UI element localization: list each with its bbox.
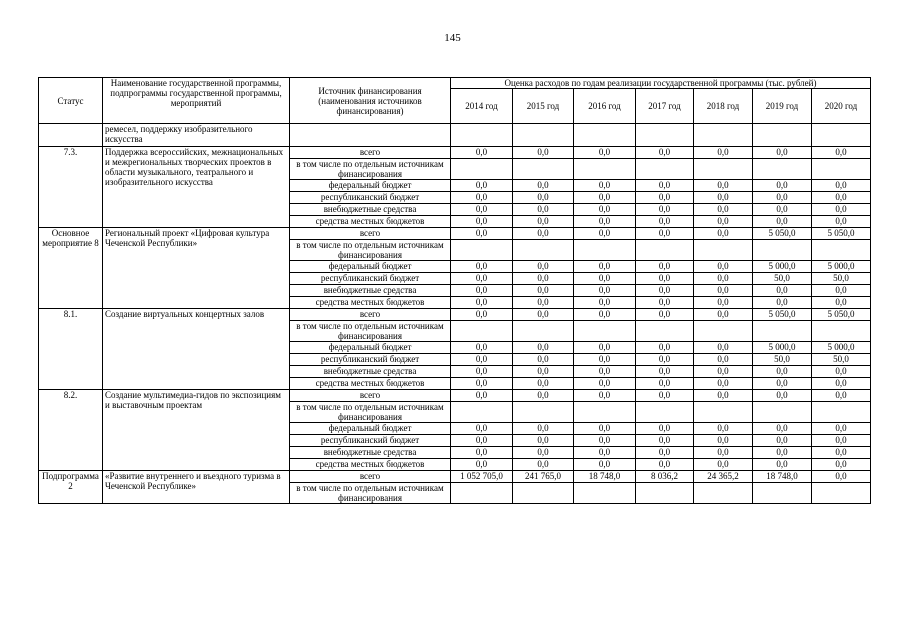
- value-cell: 0,0: [574, 309, 636, 321]
- source-label: в том числе по отдельным источникам финансирования: [290, 402, 451, 423]
- value-cell: 0,0: [753, 459, 812, 471]
- value-cell: 0,0: [636, 366, 694, 378]
- source-label: республиканский бюджет: [290, 273, 451, 285]
- value-cell: 0,0: [694, 192, 753, 204]
- value-cell: [812, 159, 871, 180]
- value-cell: 0,0: [513, 192, 574, 204]
- value-cell: 0,0: [753, 390, 812, 402]
- table-body: [39, 124, 871, 504]
- table-row: [39, 309, 871, 321]
- value-cell: [636, 159, 694, 180]
- section-name: Создание мультимедиа-гидов по экспозициям и выставочным проектам: [103, 390, 290, 471]
- value-cell: 0,0: [636, 447, 694, 459]
- value-cell: [513, 483, 574, 504]
- value-cell: 0,0: [812, 192, 871, 204]
- value-cell: 0,0: [812, 147, 871, 159]
- value-cell: 0,0: [694, 285, 753, 297]
- source-label: республиканский бюджет: [290, 354, 451, 366]
- value-cell: 0,0: [451, 285, 513, 297]
- source-label: в том числе по отдельным источникам финансирования: [290, 240, 451, 261]
- value-cell: [753, 321, 812, 342]
- source-label: средства местных бюджетов: [290, 297, 451, 309]
- value-cell: [694, 483, 753, 504]
- value-cell: 0,0: [636, 390, 694, 402]
- value-cell: 0,0: [694, 378, 753, 390]
- value-cell: 0,0: [636, 285, 694, 297]
- table-row: [39, 228, 871, 240]
- value-cell: 0,0: [574, 447, 636, 459]
- value-cell: 0,0: [574, 342, 636, 354]
- value-cell: 0,0: [451, 309, 513, 321]
- value-cell: 0,0: [812, 378, 871, 390]
- header-estimate: Оценка расходов по годам реализации государственной программы (тыс. рублей): [451, 78, 871, 89]
- value-cell: 5 000,0: [812, 342, 871, 354]
- source-label: внебюджетные средства: [290, 366, 451, 378]
- value-cell: 0,0: [513, 147, 574, 159]
- value-cell: 0,0: [574, 366, 636, 378]
- value-cell: [812, 321, 871, 342]
- value-cell: [694, 321, 753, 342]
- value-cell: 0,0: [574, 297, 636, 309]
- source-label: средства местных бюджетов: [290, 378, 451, 390]
- source-label: внебюджетные средства: [290, 204, 451, 216]
- value-cell: 0,0: [451, 192, 513, 204]
- value-cell: 0,0: [574, 273, 636, 285]
- section-name: Поддержка всероссийских, межнациональных и межрегиональных творческих проектов в области музыкального, театрального и изобразительного искусства: [103, 147, 290, 228]
- value-cell: [636, 483, 694, 504]
- value-cell: 0,0: [636, 378, 694, 390]
- value-cell: 0,0: [513, 261, 574, 273]
- value-cell: 0,0: [451, 435, 513, 447]
- value-cell: 0,0: [753, 180, 812, 192]
- value-cell: 0,0: [451, 297, 513, 309]
- value-cell: 0,0: [574, 423, 636, 435]
- value-cell: 0,0: [694, 216, 753, 228]
- value-cell: 1 052 705,0: [451, 471, 513, 483]
- value-cell: 0,0: [812, 180, 871, 192]
- value-cell: 0,0: [574, 390, 636, 402]
- value-cell: 0,0: [812, 471, 871, 483]
- value-cell: [812, 483, 871, 504]
- value-cell: 0,0: [694, 459, 753, 471]
- value-cell: 0,0: [513, 390, 574, 402]
- source-label: средства местных бюджетов: [290, 216, 451, 228]
- source-label: федеральный бюджет: [290, 423, 451, 435]
- value-cell: 5 000,0: [753, 342, 812, 354]
- header-year: 2017 год: [636, 89, 694, 124]
- value-cell: 0,0: [694, 147, 753, 159]
- value-cell: 0,0: [451, 273, 513, 285]
- value-cell: 0,0: [513, 204, 574, 216]
- continuation-status: [39, 124, 103, 147]
- value-cell: [753, 240, 812, 261]
- value-cell: 0,0: [451, 204, 513, 216]
- header-year: 2015 год: [513, 89, 574, 124]
- value-cell: 0,0: [513, 216, 574, 228]
- subprogram-name: «Развитие внутреннего и въездного туризма в Чеченской Республике»: [103, 471, 290, 504]
- source-label: республиканский бюджет: [290, 435, 451, 447]
- value-cell: 0,0: [574, 192, 636, 204]
- value-cell: 0,0: [753, 216, 812, 228]
- continuation-row: [39, 124, 871, 147]
- header-year: 2014 год: [451, 89, 513, 124]
- value-cell: 0,0: [513, 447, 574, 459]
- value-cell: 8 036,2: [636, 471, 694, 483]
- value-cell: [636, 240, 694, 261]
- value-cell: 0,0: [451, 342, 513, 354]
- value-cell: 0,0: [636, 423, 694, 435]
- value-cell: 0,0: [812, 435, 871, 447]
- value-cell: 5 050,0: [753, 228, 812, 240]
- value-cell: [753, 483, 812, 504]
- value-cell: 0,0: [753, 147, 812, 159]
- value-cell: 0,0: [451, 261, 513, 273]
- value-cell: 0,0: [513, 228, 574, 240]
- value-cell: 0,0: [574, 261, 636, 273]
- value-cell: 0,0: [694, 261, 753, 273]
- value-cell: [812, 402, 871, 423]
- value-cell: [513, 240, 574, 261]
- value-cell: 0,0: [636, 273, 694, 285]
- value-cell: 0,0: [574, 180, 636, 192]
- value-cell: 0,0: [451, 390, 513, 402]
- header-year: 2020 год: [812, 89, 871, 124]
- value-cell: 0,0: [636, 216, 694, 228]
- value-cell: 5 000,0: [753, 261, 812, 273]
- value-cell: 24 365,2: [694, 471, 753, 483]
- value-cell: [753, 159, 812, 180]
- source-label: внебюджетные средства: [290, 447, 451, 459]
- source-label: в том числе по отдельным источникам финансирования: [290, 159, 451, 180]
- value-cell: 0,0: [753, 423, 812, 435]
- value-cell: 0,0: [694, 447, 753, 459]
- value-cell: 0,0: [574, 228, 636, 240]
- value-cell: 0,0: [753, 192, 812, 204]
- header-year: 2018 год: [694, 89, 753, 124]
- header-name: Наименование государственной программы, подпрограммы государственной программы, мероприятий: [103, 78, 290, 124]
- value-cell: [574, 240, 636, 261]
- value-cell: 0,0: [513, 354, 574, 366]
- value-cell: 0,0: [694, 228, 753, 240]
- header-year: 2016 год: [574, 89, 636, 124]
- source-label: федеральный бюджет: [290, 261, 451, 273]
- value-cell: 5 050,0: [753, 309, 812, 321]
- source-label: всего: [290, 390, 451, 402]
- value-cell: 0,0: [513, 366, 574, 378]
- value-cell: 0,0: [574, 459, 636, 471]
- value-cell: 0,0: [812, 447, 871, 459]
- value-cell: 0,0: [513, 180, 574, 192]
- value-cell: 0,0: [694, 273, 753, 285]
- value-cell: 18 748,0: [753, 471, 812, 483]
- value-cell: 0,0: [694, 354, 753, 366]
- value-cell: 0,0: [636, 180, 694, 192]
- value-cell: 0,0: [812, 390, 871, 402]
- value-cell: 18 748,0: [574, 471, 636, 483]
- value-cell: [451, 240, 513, 261]
- value-cell: 0,0: [451, 447, 513, 459]
- value-cell: [451, 483, 513, 504]
- value-cell: 0,0: [753, 378, 812, 390]
- value-cell: 0,0: [812, 216, 871, 228]
- value-cell: 50,0: [812, 273, 871, 285]
- source-label: средства местных бюджетов: [290, 459, 451, 471]
- header-source: Источник финансирования (наименования источников финансирования): [290, 78, 451, 124]
- table-row: [39, 147, 871, 159]
- value-cell: 5 000,0: [812, 261, 871, 273]
- continuation-name: ремесел, поддержку изобразительного искусства: [103, 124, 290, 147]
- value-cell: 0,0: [574, 354, 636, 366]
- value-cell: 0,0: [753, 204, 812, 216]
- value-cell: [636, 321, 694, 342]
- value-cell: [513, 321, 574, 342]
- value-cell: 0,0: [694, 297, 753, 309]
- value-cell: 0,0: [636, 204, 694, 216]
- value-cell: [451, 321, 513, 342]
- value-cell: 0,0: [694, 366, 753, 378]
- value-cell: 0,0: [451, 366, 513, 378]
- value-cell: [574, 321, 636, 342]
- value-cell: 0,0: [451, 354, 513, 366]
- value-cell: 0,0: [753, 435, 812, 447]
- source-label: в том числе по отдельным источникам финансирования: [290, 483, 451, 504]
- value-cell: 0,0: [694, 204, 753, 216]
- value-cell: 0,0: [636, 261, 694, 273]
- value-cell: 0,0: [812, 366, 871, 378]
- source-label: республиканский бюджет: [290, 192, 451, 204]
- value-cell: 0,0: [451, 378, 513, 390]
- budget-table: [38, 77, 871, 504]
- value-cell: 0,0: [451, 216, 513, 228]
- value-cell: 0,0: [812, 297, 871, 309]
- section-status: 7.3.: [39, 147, 103, 228]
- value-cell: 0,0: [513, 459, 574, 471]
- value-cell: 50,0: [753, 273, 812, 285]
- value-cell: 50,0: [812, 354, 871, 366]
- section-status: Основное мероприятие 8: [39, 228, 103, 309]
- value-cell: [753, 402, 812, 423]
- value-cell: 0,0: [451, 147, 513, 159]
- value-cell: 0,0: [451, 180, 513, 192]
- section-name: Региональный проект «Цифровая культура Чеченской Республики»: [103, 228, 290, 309]
- value-cell: 0,0: [694, 309, 753, 321]
- value-cell: [694, 240, 753, 261]
- source-label: внебюджетные средства: [290, 285, 451, 297]
- value-cell: 0,0: [694, 423, 753, 435]
- value-cell: 0,0: [451, 423, 513, 435]
- value-cell: [694, 159, 753, 180]
- source-label: в том числе по отдельным источникам финансирования: [290, 321, 451, 342]
- value-cell: [451, 402, 513, 423]
- page-number: 145: [444, 32, 461, 44]
- value-cell: 0,0: [694, 180, 753, 192]
- value-cell: 0,0: [513, 378, 574, 390]
- value-cell: 0,0: [636, 459, 694, 471]
- value-cell: 241 765,0: [513, 471, 574, 483]
- value-cell: 0,0: [574, 378, 636, 390]
- value-cell: 50,0: [753, 354, 812, 366]
- value-cell: 0,0: [636, 435, 694, 447]
- value-cell: 0,0: [812, 459, 871, 471]
- value-cell: 0,0: [513, 285, 574, 297]
- header-status: Статус: [39, 78, 103, 124]
- value-cell: 0,0: [574, 216, 636, 228]
- value-cell: 0,0: [574, 204, 636, 216]
- value-cell: 0,0: [812, 285, 871, 297]
- value-cell: 0,0: [753, 297, 812, 309]
- value-cell: 0,0: [574, 435, 636, 447]
- value-cell: [574, 159, 636, 180]
- section-status: 8.1.: [39, 309, 103, 390]
- value-cell: 0,0: [451, 228, 513, 240]
- value-cell: 0,0: [636, 297, 694, 309]
- value-cell: 0,0: [513, 423, 574, 435]
- value-cell: 0,0: [636, 342, 694, 354]
- source-label: всего: [290, 147, 451, 159]
- value-cell: 5 050,0: [812, 309, 871, 321]
- section-name: Создание виртуальных концертных залов: [103, 309, 290, 390]
- subprogram-row: [39, 471, 871, 483]
- table-row: [39, 390, 871, 402]
- value-cell: 0,0: [694, 342, 753, 354]
- header-year: 2019 год: [753, 89, 812, 124]
- value-cell: 0,0: [636, 147, 694, 159]
- source-label: федеральный бюджет: [290, 342, 451, 354]
- value-cell: 0,0: [574, 147, 636, 159]
- source-label: всего: [290, 309, 451, 321]
- value-cell: 0,0: [753, 366, 812, 378]
- value-cell: 0,0: [636, 354, 694, 366]
- value-cell: 0,0: [694, 435, 753, 447]
- value-cell: 0,0: [451, 459, 513, 471]
- value-cell: 0,0: [513, 309, 574, 321]
- value-cell: 0,0: [513, 342, 574, 354]
- value-cell: 0,0: [753, 447, 812, 459]
- subprogram-status: Подпрограмма 2: [39, 471, 103, 504]
- value-cell: 5 050,0: [812, 228, 871, 240]
- value-cell: 0,0: [694, 390, 753, 402]
- value-cell: 0,0: [753, 285, 812, 297]
- value-cell: [694, 402, 753, 423]
- value-cell: 0,0: [513, 273, 574, 285]
- value-cell: 0,0: [636, 228, 694, 240]
- source-label: всего: [290, 228, 451, 240]
- value-cell: [574, 402, 636, 423]
- value-cell: 0,0: [812, 204, 871, 216]
- value-cell: 0,0: [636, 309, 694, 321]
- value-cell: 0,0: [574, 285, 636, 297]
- value-cell: 0,0: [513, 297, 574, 309]
- section-status: 8.2.: [39, 390, 103, 471]
- value-cell: [451, 159, 513, 180]
- value-cell: [636, 402, 694, 423]
- value-cell: [812, 240, 871, 261]
- value-cell: 0,0: [812, 423, 871, 435]
- value-cell: [574, 483, 636, 504]
- value-cell: 0,0: [636, 192, 694, 204]
- value-cell: [513, 402, 574, 423]
- value-cell: 0,0: [513, 435, 574, 447]
- source-label: федеральный бюджет: [290, 180, 451, 192]
- value-cell: [513, 159, 574, 180]
- source-label: всего: [290, 471, 451, 483]
